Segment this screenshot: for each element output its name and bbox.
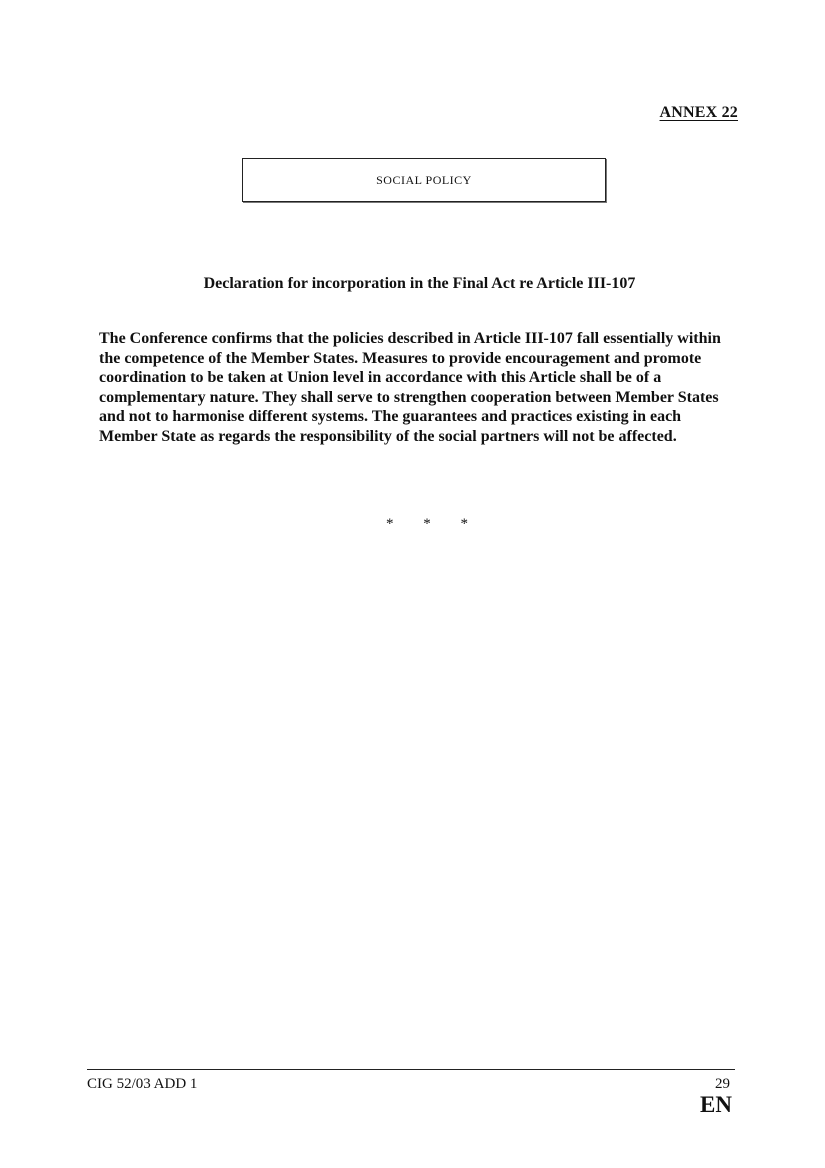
separator-stars: * * * bbox=[386, 516, 481, 532]
declaration-body: The Conference confirms that the policies described in Article III-107 fall essentially within the competence of the Member States. Measures to provide encouragement and promote coordination to be taken at Union level in accordance with this Article shall be of a complementary nature. They shall serve to strengthen cooperation between Member States and not to harmonise different systems. The guarantees and practices existing in each Member State as regards the responsibility of the social partners will not be affected. bbox=[99, 330, 721, 445]
declaration-heading bbox=[0, 275, 825, 293]
page-number: 29 bbox=[715, 1076, 730, 1092]
annex-number: ANNEX 22 bbox=[659, 104, 738, 121]
language-code: EN bbox=[700, 1092, 732, 1117]
declaration-heading-text: Declaration for incorporation in the Final Act re Article III-107 bbox=[203, 275, 636, 292]
document-reference: CIG 52/03 ADD 1 bbox=[87, 1076, 198, 1092]
footer-divider bbox=[87, 1069, 735, 1070]
section-title-box bbox=[242, 158, 606, 202]
section-title: SOCIAL POLICY bbox=[376, 172, 472, 187]
